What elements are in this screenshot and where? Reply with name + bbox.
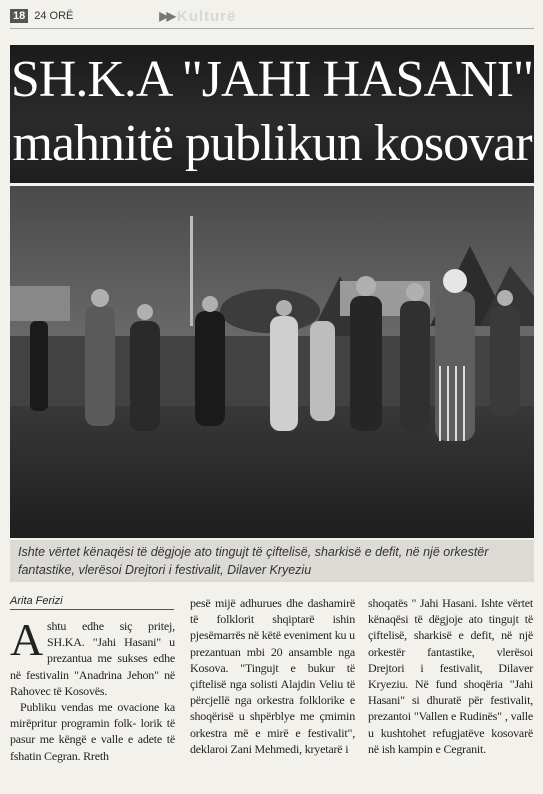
article-paragraph: shoqatës " Jahi Hasani. Ishte vërtet kënaqësi të dëgjoje ato tingujt të çiftelisë, sharkisë e defit, në një orkestër fantastike, vlerësoi Drejtori i festivalit, Dilaver Kryeziu. Në fund shoqëria "Jahi Hasani" si dhuratë për festivalit, prezantoi "Vallen e Rudinës" , valle u kushtohet refugjatëve kosovarë në ish kampin e Cegranit.	[368, 596, 533, 756]
section-label	[159, 8, 236, 25]
page-header	[10, 8, 534, 24]
byline: Arita Ferizi	[10, 595, 174, 610]
drop-cap: A	[10, 614, 44, 665]
article-paragraph: Publiku vendas me ovacione ka mirëpritur programin folk- lorik të pasur me këngë e valle e adete të fshatin Cegran. Rreth	[10, 700, 175, 763]
article-photo	[10, 186, 534, 538]
photo-caption: Ishte vërtet kënaqësi të dëgjoje ato tingujt të çiftelisë, sharkisë e defit, në një orkestër fantastike, vlerësoi Drejtori i festivalit, Dilaver Kryeziu	[10, 540, 534, 582]
headline-line-2: mahnitë publikun kosovar	[12, 115, 532, 172]
article-column-2	[190, 595, 355, 780]
publication-name: 24 ORË	[34, 10, 74, 22]
article-column-3	[368, 595, 533, 780]
page-number: 18	[10, 9, 28, 23]
article-paragraph: pesë mijë adhurues dhe dashamirë të folklorit shqiptarë ishin pjesëmarrës në këtë eveniment ku u prezantuan mbi 20 ansamble nga Kosova. "Tingujt e bukur të çiftelisë nga solisti Alajdin Veliu të përcjellë nga orkestra folklorike e shoqërisë u shpërblye me çmimin orkestra më e mirë e festivalit", deklaroi Zani Mehmedi, kryetarë i	[190, 596, 355, 756]
header-rule	[10, 28, 534, 29]
headline-line-1: SH.K.A "JAHI HASANI"	[10, 51, 534, 108]
paragraph-text: shtu edhe siç pritej, SH.KA. "Jahi Hasani" u prezantua me sukses edhe në festivalin "Anadrina Jehon" në Rahovec të Kosovës.	[10, 619, 175, 698]
headline-block	[10, 45, 534, 183]
article-paragraph	[10, 614, 175, 699]
article-column-1	[10, 614, 175, 780]
double-arrow-icon: ▶▶	[159, 9, 174, 23]
section-name: Kulturë	[176, 7, 237, 25]
